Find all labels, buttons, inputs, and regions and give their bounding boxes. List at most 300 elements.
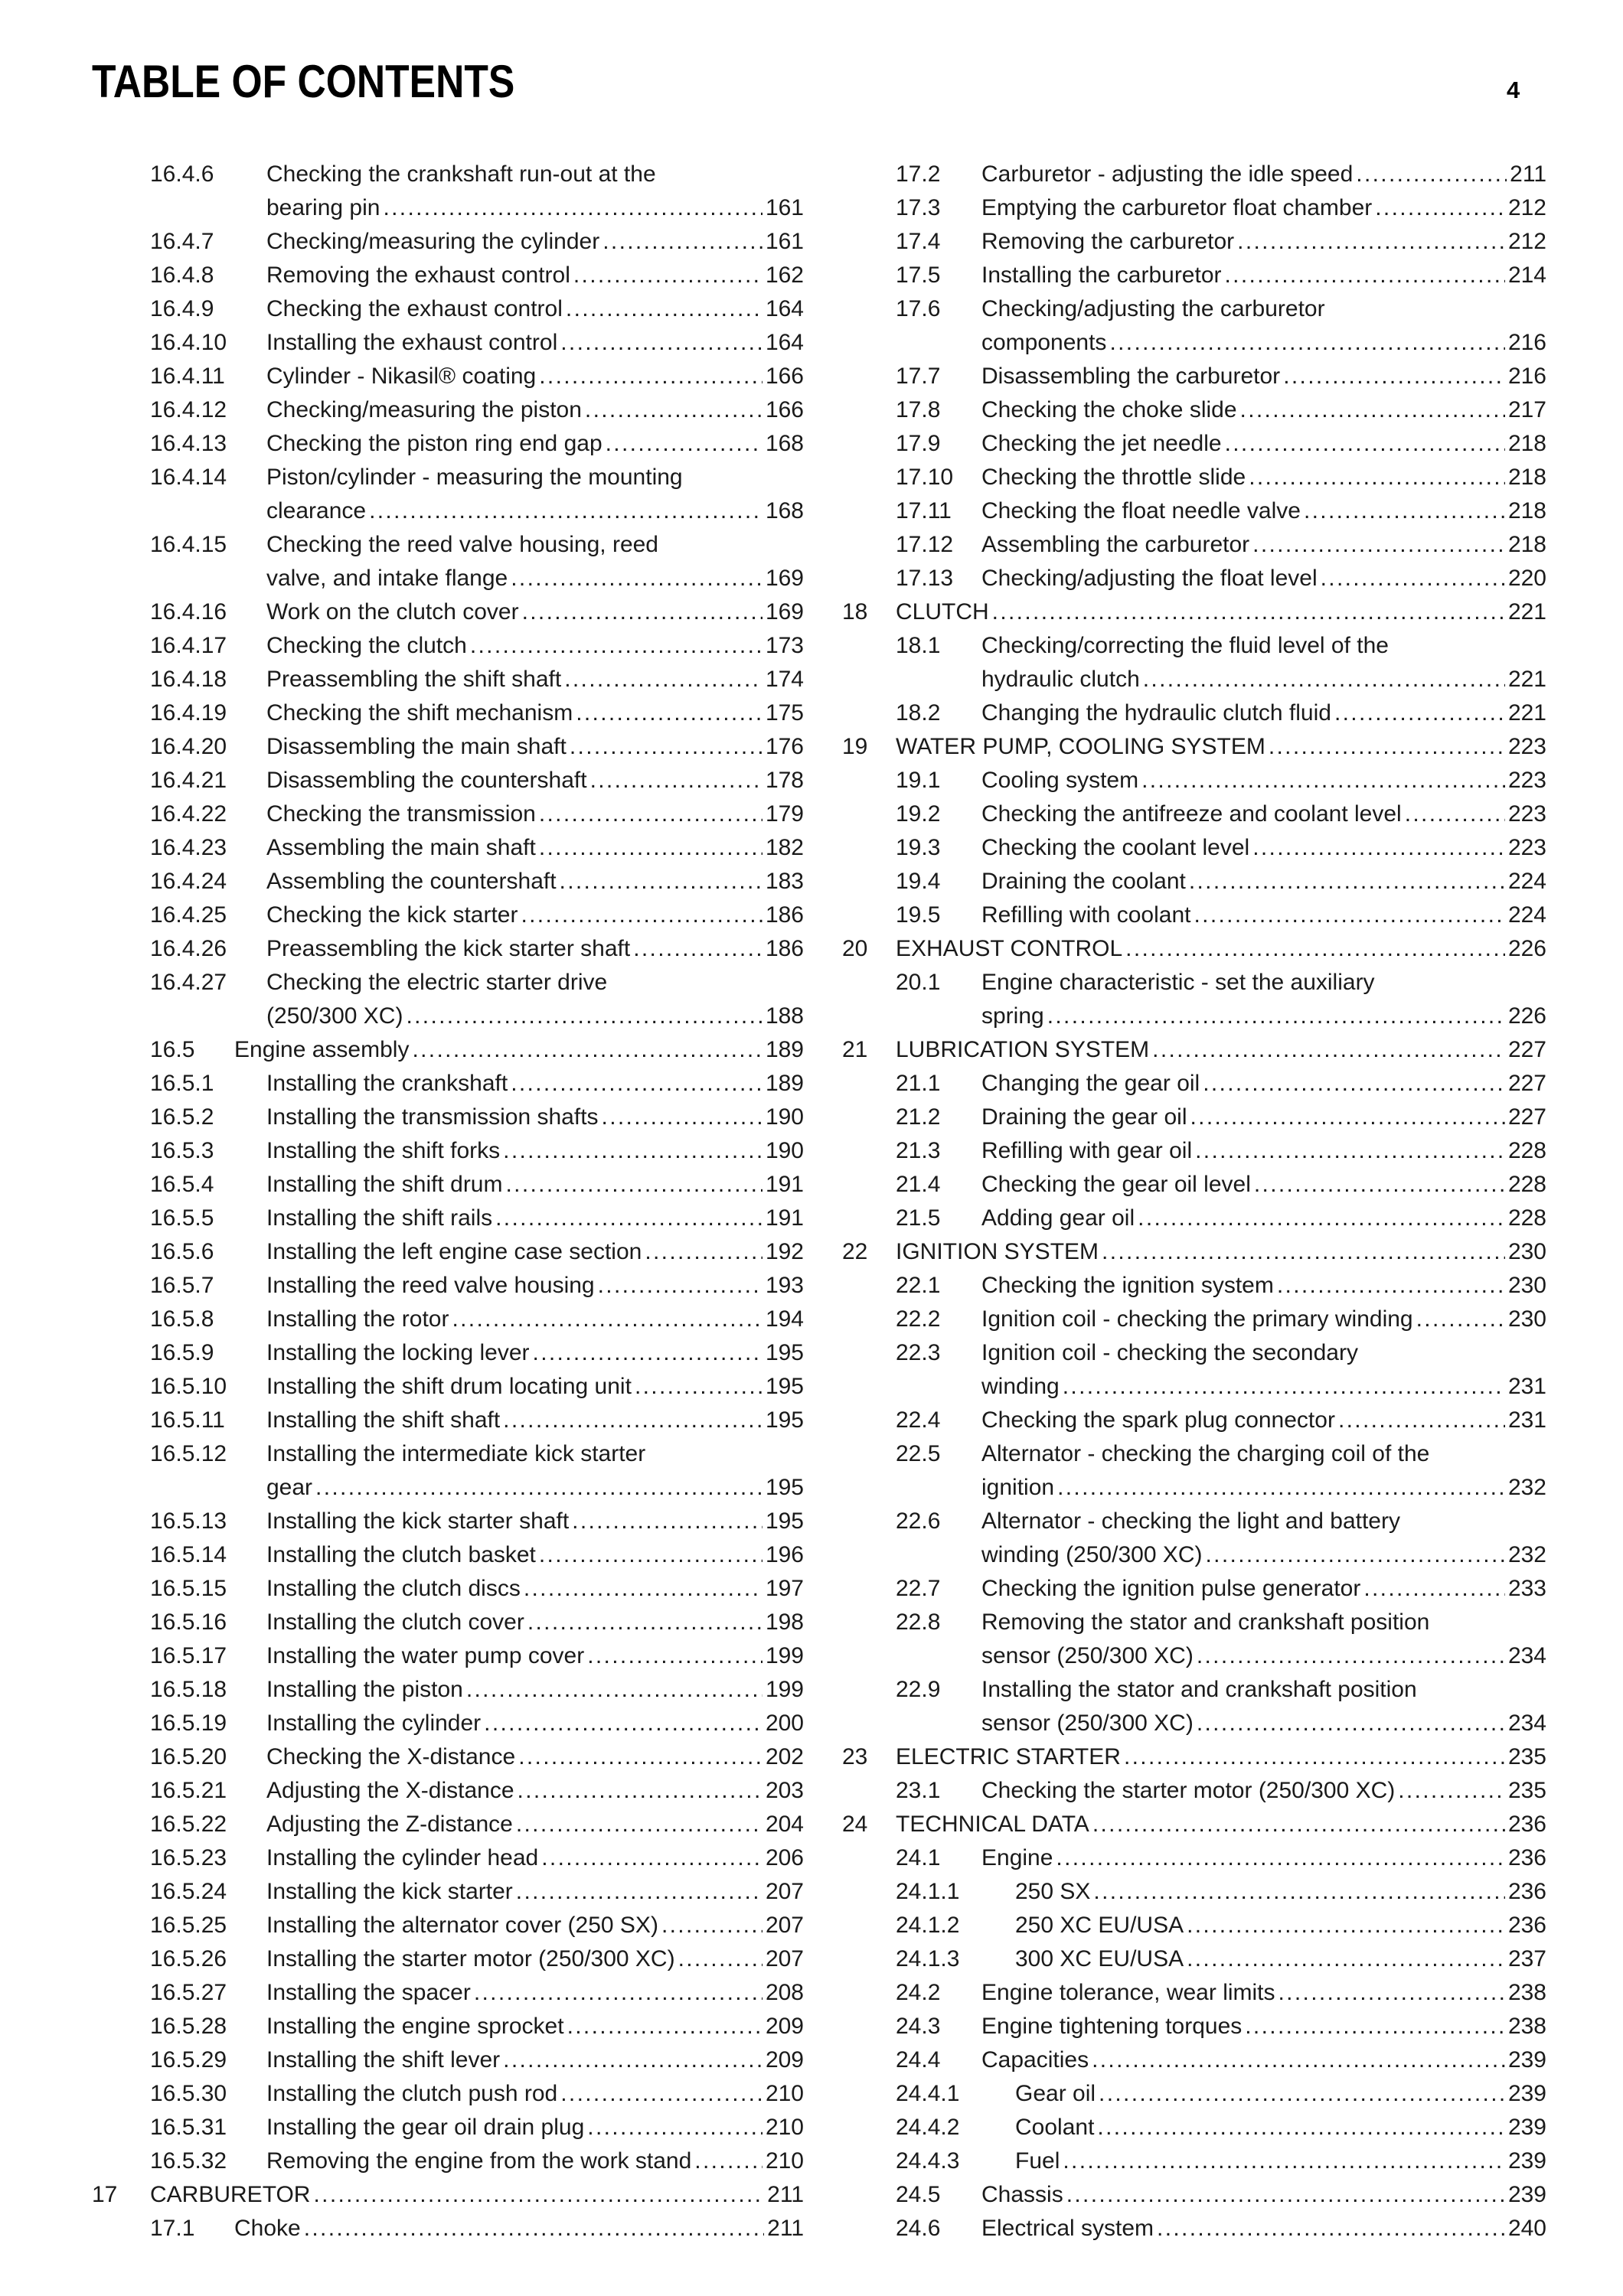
toc-entry-number: 22.2	[896, 1306, 941, 1332]
toc-entry-page[interactable]: 227	[1507, 1104, 1546, 1130]
toc-entry-page[interactable]: 191	[765, 1205, 804, 1231]
toc-entry-page[interactable]: 221	[1507, 700, 1546, 726]
toc-entry-page[interactable]: 210	[765, 2115, 804, 2140]
toc-entry-page[interactable]: 239	[1507, 2148, 1546, 2174]
toc-entry[interactable]	[0, 360, 804, 393]
toc-entry-page[interactable]: 216	[1507, 364, 1546, 389]
toc-entry[interactable]	[0, 259, 804, 292]
toc-entry-page[interactable]: 232	[1507, 1475, 1546, 1500]
toc-entry-page[interactable]: 227	[1507, 1037, 1546, 1062]
toc-entry-number: 16.4.14	[150, 465, 227, 490]
dot-leader	[452, 1303, 762, 1336]
toc-entry-page[interactable]: 161	[765, 229, 804, 254]
dot-leader	[1093, 1875, 1505, 1909]
toc-entry-page[interactable]: 174	[765, 667, 804, 692]
toc-entry-page[interactable]: 195	[765, 1407, 804, 1433]
toc-entry[interactable]	[842, 2111, 1546, 2144]
toc-entry-page[interactable]: 192	[765, 1239, 804, 1264]
toc-entry[interactable]	[0, 1067, 804, 1101]
toc-entry-page[interactable]: 197	[765, 1576, 804, 1601]
dot-leader	[1109, 326, 1505, 360]
toc-entry-number: 16.5.21	[150, 1778, 227, 1803]
toc-entry-title: Installing the intermediate kick starter	[266, 1441, 646, 1466]
toc-entry-page[interactable]: 230	[1507, 1306, 1546, 1332]
toc-entry[interactable]	[0, 1538, 804, 1572]
toc-entry[interactable]	[842, 1572, 1546, 1606]
toc-entry[interactable]	[842, 562, 1546, 595]
toc-entry[interactable]	[842, 1808, 1546, 1841]
toc-entry-page[interactable]: 189	[765, 1071, 804, 1096]
toc-column-right	[842, 158, 1546, 2245]
toc-entry[interactable]	[0, 966, 804, 1033]
toc-entry-title: Engine characteristic - set the auxiliary	[981, 970, 1375, 995]
toc-entry[interactable]	[0, 528, 804, 595]
toc-entry-title: Installing the alternator cover (250 SX)	[266, 1913, 658, 1938]
toc-entry[interactable]	[842, 1303, 1546, 1336]
toc-entry[interactable]	[0, 1942, 804, 1976]
toc-entry-page[interactable]: 216	[1507, 330, 1546, 355]
dot-leader	[1269, 730, 1505, 764]
toc-entry-title: Removing the exhaust control	[266, 263, 570, 288]
dot-leader	[598, 1269, 763, 1303]
toc-entry[interactable]	[842, 292, 1546, 360]
toc-entry[interactable]	[0, 696, 804, 730]
toc-entry[interactable]	[842, 1168, 1546, 1202]
toc-entry-page[interactable]: 182	[765, 835, 804, 860]
toc-entry[interactable]	[0, 1572, 804, 1606]
toc-entry-number: 17.1	[150, 2216, 195, 2241]
toc-entry[interactable]	[0, 629, 804, 663]
toc-entry-number: 16.4.24	[150, 869, 227, 894]
toc-entry-number: 17.11	[896, 498, 952, 523]
toc-entry[interactable]	[842, 1269, 1546, 1303]
toc-entry-page[interactable]: 188	[765, 1003, 804, 1029]
toc-entry-page[interactable]: 235	[1507, 1778, 1546, 1803]
toc-entry-page[interactable]: 230	[1507, 1239, 1546, 1264]
toc-entry-title: Checking the X-distance	[266, 1744, 516, 1769]
toc-entry[interactable]	[842, 696, 1546, 730]
toc-entry[interactable]	[842, 158, 1546, 191]
toc-entry[interactable]	[0, 427, 804, 461]
toc-entry-title: Installing the kick starter	[266, 1879, 513, 1904]
toc-entry-page[interactable]: 230	[1507, 1273, 1546, 1298]
toc-entry[interactable]	[0, 1976, 804, 2010]
toc-entry-title: Refilling with coolant	[981, 902, 1191, 928]
toc-entry[interactable]	[842, 1067, 1546, 1101]
toc-entry-page[interactable]: 198	[765, 1609, 804, 1635]
toc-entry[interactable]	[0, 461, 804, 528]
toc-entry[interactable]	[842, 1101, 1546, 1134]
toc-entry-page[interactable]: 239	[1507, 2081, 1546, 2106]
toc-entry-page[interactable]: 202	[765, 1744, 804, 1769]
toc-entry-page[interactable]: 223	[1507, 835, 1546, 860]
toc-entry-title: Checking the jet needle	[981, 431, 1222, 456]
toc-entry[interactable]	[842, 1505, 1546, 1572]
toc-entry-page[interactable]: 191	[765, 1172, 804, 1197]
toc-entry[interactable]	[0, 1909, 804, 1942]
toc-entry-page[interactable]: 193	[765, 1273, 804, 1298]
toc-entry-number: 16.5.3	[150, 1138, 214, 1163]
toc-entry-page[interactable]: 175	[765, 700, 804, 726]
toc-entry[interactable]	[0, 1606, 804, 1639]
toc-entry-title: Checking the piston ring end gap	[266, 431, 603, 456]
toc-entry[interactable]	[0, 225, 804, 259]
toc-entry-title: Choke	[234, 2216, 301, 2241]
toc-entry-number: 22	[842, 1239, 868, 1264]
toc-entry[interactable]	[0, 2144, 804, 2178]
toc-entry[interactable]	[842, 1942, 1546, 1976]
toc-entry-page[interactable]: 214	[1507, 263, 1546, 288]
toc-entry-page[interactable]: 211	[1510, 161, 1546, 187]
toc-entry-page[interactable]: 220	[1507, 566, 1546, 591]
toc-entry-page[interactable]: 169	[765, 599, 804, 625]
toc-entry-page[interactable]: 228	[1507, 1138, 1546, 1163]
toc-entry-page[interactable]: 212	[1507, 195, 1546, 220]
toc-entry-page[interactable]: 239	[1507, 2115, 1546, 2140]
toc-entry[interactable]	[842, 932, 1546, 966]
dot-leader	[1057, 1471, 1505, 1505]
toc-entry[interactable]	[842, 1909, 1546, 1942]
dot-leader	[1187, 1942, 1505, 1976]
dot-leader	[1398, 1774, 1505, 1808]
toc-entry[interactable]	[842, 1033, 1546, 1067]
toc-entry[interactable]	[0, 1505, 804, 1538]
toc-entry[interactable]	[0, 1235, 804, 1269]
toc-entry[interactable]	[842, 1404, 1546, 1437]
toc-entry-page[interactable]: 212	[1507, 229, 1546, 254]
toc-entry[interactable]	[0, 663, 804, 696]
toc-entry[interactable]	[842, 2212, 1546, 2245]
dot-leader	[539, 831, 763, 865]
dot-leader	[1277, 1269, 1505, 1303]
toc-entry[interactable]	[0, 2212, 804, 2245]
toc-entry[interactable]	[0, 1841, 804, 1875]
toc-entry[interactable]	[842, 259, 1546, 292]
toc-entry[interactable]	[842, 1606, 1546, 1673]
toc-entry[interactable]	[842, 2144, 1546, 2178]
toc-entry[interactable]	[0, 292, 804, 326]
toc-entry[interactable]	[842, 831, 1546, 865]
toc-entry-page[interactable]: 203	[765, 1778, 804, 1803]
toc-entry-page[interactable]: 194	[765, 1306, 804, 1332]
toc-entry-title: Electrical system	[981, 2216, 1154, 2241]
toc-entry[interactable]	[0, 764, 804, 797]
toc-entry-page[interactable]: 196	[765, 1542, 804, 1567]
toc-entry-page[interactable]: 211	[767, 2216, 804, 2241]
dot-leader	[522, 595, 763, 629]
toc-entry-page[interactable]: 186	[765, 936, 804, 961]
toc-entry[interactable]	[0, 1336, 804, 1370]
toc-entry-title: Installing the kick starter shaft	[266, 1508, 570, 1534]
toc-entry-page[interactable]: 217	[1507, 397, 1546, 422]
toc-entry[interactable]	[842, 797, 1546, 831]
toc-entry-page[interactable]: 199	[765, 1677, 804, 1702]
toc-entry-page[interactable]: 166	[765, 364, 804, 389]
toc-entry-page[interactable]: 166	[765, 397, 804, 422]
toc-entry-page[interactable]: 183	[765, 869, 804, 894]
toc-entry-page[interactable]: 209	[765, 2047, 804, 2073]
dot-leader	[1066, 2178, 1505, 2212]
toc-entry[interactable]	[842, 629, 1546, 696]
toc-entry[interactable]	[0, 1808, 804, 1841]
toc-entry[interactable]	[0, 158, 804, 225]
toc-entry-page[interactable]: 236	[1507, 1845, 1546, 1870]
toc-entry-page[interactable]: 204	[765, 1812, 804, 1837]
page-number: 4	[1507, 77, 1520, 103]
toc-entry-page[interactable]: 231	[1507, 1407, 1546, 1433]
toc-entry-page[interactable]: 239	[1507, 2182, 1546, 2207]
toc-entry[interactable]	[0, 797, 804, 831]
toc-entry-page[interactable]: 208	[765, 1980, 804, 2005]
toc-entry-page[interactable]: 209	[765, 2014, 804, 2039]
toc-entry[interactable]	[842, 1740, 1546, 1774]
toc-entry-page[interactable]: 228	[1507, 1172, 1546, 1197]
toc-entry-title: IGNITION SYSTEM	[896, 1239, 1099, 1264]
dot-leader	[1240, 393, 1505, 427]
toc-entry[interactable]	[0, 865, 804, 899]
toc-entry-page[interactable]: 218	[1507, 431, 1546, 456]
toc-entry[interactable]	[0, 1202, 804, 1235]
toc-entry-page[interactable]: 226	[1507, 936, 1546, 961]
toc-entry[interactable]	[842, 360, 1546, 393]
toc-entry[interactable]	[0, 2178, 804, 2212]
toc-entry[interactable]	[842, 865, 1546, 899]
toc-entry[interactable]	[842, 1134, 1546, 1168]
toc-entry[interactable]	[842, 427, 1546, 461]
toc-entry-title: Checking the transmission	[266, 801, 536, 827]
toc-entry-page[interactable]: 223	[1507, 768, 1546, 793]
toc-entry-page[interactable]: 207	[765, 1879, 804, 1904]
toc-entry-title: Refilling with gear oil	[981, 1138, 1193, 1163]
toc-entry[interactable]	[0, 2043, 804, 2077]
toc-entry-page[interactable]: 218	[1507, 465, 1546, 490]
toc-entry-page[interactable]: 221	[1507, 667, 1546, 692]
dot-leader	[560, 2077, 763, 2111]
toc-entry[interactable]	[842, 764, 1546, 797]
toc-entry[interactable]	[842, 2178, 1546, 2212]
dot-leader	[1138, 1202, 1505, 1235]
toc-entry-page[interactable]: 234	[1507, 1643, 1546, 1668]
toc-entry-number: 16.5.12	[150, 1441, 227, 1466]
dot-leader	[576, 696, 763, 730]
toc-entry[interactable]	[0, 1033, 804, 1067]
toc-entry-page[interactable]: 226	[1507, 1003, 1546, 1029]
toc-entry[interactable]	[842, 1437, 1546, 1505]
toc-entry-page[interactable]: 207	[765, 1913, 804, 1938]
dot-leader	[1254, 1168, 1505, 1202]
toc-entry-number: 19.3	[896, 835, 941, 860]
toc-entry[interactable]	[842, 225, 1546, 259]
toc-entry-page[interactable]: 223	[1507, 734, 1546, 759]
toc-entry-page[interactable]: 164	[765, 296, 804, 321]
toc-entry-page[interactable]: 189	[765, 1037, 804, 1062]
toc-entry-page[interactable]: 235	[1507, 1744, 1546, 1769]
toc-entry-number: 16.4.18	[150, 667, 227, 692]
toc-entry[interactable]	[0, 1404, 804, 1437]
toc-entry-page[interactable]: 232	[1507, 1542, 1546, 1567]
dot-leader	[1102, 1235, 1505, 1269]
toc-entry-number: 16.5.32	[150, 2148, 227, 2174]
toc-entry[interactable]	[0, 1303, 804, 1336]
toc-entry-number: 16.4.19	[150, 700, 227, 726]
toc-entry-page[interactable]: 179	[765, 801, 804, 827]
toc-entry-number: 16.4.26	[150, 936, 227, 961]
toc-entry[interactable]	[842, 1336, 1546, 1404]
toc-entry-page[interactable]: 240	[1507, 2216, 1546, 2241]
toc-entry-page[interactable]: 218	[1507, 498, 1546, 523]
dot-leader	[466, 1673, 763, 1707]
toc-entry-page[interactable]: 195	[765, 1475, 804, 1500]
toc-entry-page[interactable]: 210	[765, 2148, 804, 2174]
toc-entry[interactable]	[842, 191, 1546, 225]
toc-entry-page[interactable]: 218	[1507, 532, 1546, 557]
toc-entry-number: 16.5.18	[150, 1677, 227, 1702]
toc-entry[interactable]	[842, 1875, 1546, 1909]
toc-entry-title: Installing the gear oil drain plug	[266, 2115, 585, 2140]
toc-entry[interactable]	[842, 966, 1546, 1033]
toc-entry-page[interactable]: 224	[1507, 902, 1546, 928]
toc-entry-page[interactable]: 162	[765, 263, 804, 288]
toc-entry[interactable]	[0, 595, 804, 629]
toc-entry-page[interactable]: 173	[765, 633, 804, 658]
toc-entry-page[interactable]: 168	[765, 498, 804, 523]
toc-entry[interactable]	[0, 932, 804, 966]
toc-entry-title: Removing the stator and crankshaft position	[981, 1609, 1430, 1635]
toc-entry-title: Fuel	[1015, 2148, 1060, 2174]
toc-entry-page[interactable]: 200	[765, 1711, 804, 1736]
toc-entry[interactable]	[0, 1168, 804, 1202]
toc-entry-page[interactable]: 195	[765, 1374, 804, 1399]
toc-entry-page[interactable]: 206	[765, 1845, 804, 1870]
toc-entry-title: Checking the throttle slide	[981, 465, 1246, 490]
dot-leader	[1338, 1404, 1505, 1437]
toc-entry[interactable]	[842, 899, 1546, 932]
toc-entry[interactable]	[842, 528, 1546, 562]
toc-entry-number: 16.4.27	[150, 970, 227, 995]
toc-entry[interactable]	[842, 1841, 1546, 1875]
toc-entry-page[interactable]: 236	[1507, 1913, 1546, 1938]
toc-entry-title: Installing the left engine case section	[266, 1239, 642, 1264]
toc-entry-page[interactable]: 190	[765, 1138, 804, 1163]
toc-entry[interactable]	[0, 1639, 804, 1673]
dot-leader	[1252, 528, 1505, 562]
toc-entry[interactable]	[842, 1235, 1546, 1269]
toc-entry-number: 16.5.20	[150, 1744, 227, 1769]
toc-entry-page[interactable]: 224	[1507, 869, 1546, 894]
toc-entry[interactable]	[842, 1774, 1546, 1808]
toc-entry[interactable]	[842, 2043, 1546, 2077]
toc-entry-title: Checking the coolant level	[981, 835, 1250, 860]
toc-entry[interactable]	[0, 1134, 804, 1168]
toc-entry-page[interactable]: 223	[1507, 801, 1546, 827]
toc-entry-page[interactable]: 238	[1507, 2014, 1546, 2039]
toc-entry-number: 16.5.26	[150, 1946, 227, 1971]
toc-entry-title: Checking the choke slide	[981, 397, 1237, 422]
toc-entry[interactable]	[842, 595, 1546, 629]
toc-entry-page[interactable]: 228	[1507, 1205, 1546, 1231]
toc-entry-page[interactable]: 195	[765, 1508, 804, 1534]
toc-entry[interactable]	[842, 461, 1546, 494]
toc-entry-title: Checking the exhaust control	[266, 296, 563, 321]
toc-entry[interactable]	[0, 1437, 804, 1505]
toc-entry-title: sensor (250/300 XC)	[981, 1643, 1194, 1668]
dot-leader	[661, 1909, 763, 1942]
toc-entry[interactable]	[0, 831, 804, 865]
toc-entry-page[interactable]: 178	[765, 768, 804, 793]
toc-entry-page[interactable]: 210	[765, 2081, 804, 2106]
dot-leader	[606, 427, 763, 461]
toc-entry[interactable]	[842, 2077, 1546, 2111]
toc-entry-title: Disassembling the countershaft	[266, 768, 587, 793]
toc-entry-page[interactable]: 236	[1507, 1879, 1546, 1904]
toc-entry-title: Checking the spark plug connector	[981, 1407, 1335, 1433]
toc-entry-title: Checking the ignition system	[981, 1273, 1274, 1298]
toc-entry-page[interactable]: 161	[765, 195, 804, 220]
toc-entry[interactable]	[0, 326, 804, 360]
toc-entry[interactable]	[842, 2010, 1546, 2043]
toc-entry[interactable]	[0, 1740, 804, 1774]
dot-leader	[1225, 427, 1505, 461]
toc-entry-title: LUBRICATION SYSTEM	[896, 1037, 1150, 1062]
toc-entry-page[interactable]: 176	[765, 734, 804, 759]
toc-entry[interactable]	[842, 1976, 1546, 2010]
toc-entry-page[interactable]: 199	[765, 1643, 804, 1668]
toc-entry[interactable]	[842, 393, 1546, 427]
toc-entry[interactable]	[0, 1269, 804, 1303]
toc-entry-page[interactable]: 207	[765, 1946, 804, 1971]
toc-entry[interactable]	[842, 730, 1546, 764]
toc-entry-number: 24	[842, 1812, 868, 1837]
toc-entry-page[interactable]: 227	[1507, 1071, 1546, 1096]
toc-entry[interactable]	[0, 1101, 804, 1134]
toc-entry[interactable]	[842, 494, 1546, 528]
toc-entry[interactable]	[0, 2111, 804, 2144]
toc-entry-page[interactable]: 169	[765, 566, 804, 591]
toc-entry[interactable]	[0, 1774, 804, 1808]
toc-entry[interactable]	[0, 899, 804, 932]
toc-entry[interactable]	[0, 1370, 804, 1404]
toc-entry-page[interactable]: 195	[765, 1340, 804, 1365]
toc-entry[interactable]	[0, 730, 804, 764]
toc-entry[interactable]	[0, 393, 804, 427]
toc-entry-page[interactable]: 233	[1507, 1576, 1546, 1601]
toc-entry[interactable]	[0, 1673, 804, 1707]
toc-entry-page[interactable]: 168	[765, 431, 804, 456]
toc-entry-page[interactable]: 186	[765, 902, 804, 928]
toc-entry[interactable]	[842, 1673, 1546, 1740]
toc-entry-page[interactable]: 239	[1507, 2047, 1546, 2073]
toc-entry-page[interactable]: 234	[1507, 1711, 1546, 1736]
toc-entry[interactable]	[0, 1875, 804, 1909]
toc-entry-page[interactable]: 211	[767, 2182, 804, 2207]
toc-entry-title: clearance	[266, 498, 367, 523]
toc-entry[interactable]	[0, 2010, 804, 2043]
toc-entry-page[interactable]: 236	[1507, 1812, 1546, 1837]
toc-entry-page[interactable]: 238	[1507, 1980, 1546, 2005]
toc-entry[interactable]	[0, 2077, 804, 2111]
dot-leader	[1197, 1707, 1505, 1740]
dot-leader	[1047, 1000, 1505, 1033]
toc-entry-page[interactable]: 164	[765, 330, 804, 355]
toc-entry-page[interactable]: 190	[765, 1104, 804, 1130]
toc-entry[interactable]	[842, 1202, 1546, 1235]
toc-entry-number: 24.1.1	[896, 1879, 960, 1904]
toc-entry[interactable]	[0, 1707, 804, 1740]
toc-entry-page[interactable]: 231	[1507, 1374, 1546, 1399]
toc-entry-page[interactable]: 237	[1507, 1946, 1546, 1971]
toc-entry-title: sensor (250/300 XC)	[981, 1711, 1194, 1736]
toc-entry-page[interactable]: 221	[1507, 599, 1546, 625]
